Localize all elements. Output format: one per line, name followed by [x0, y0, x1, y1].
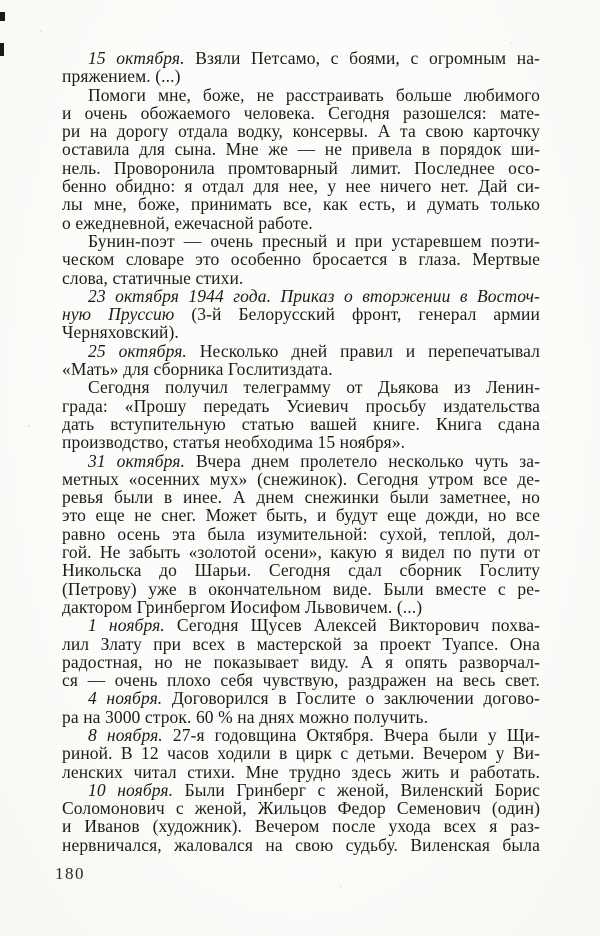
date-emphasis: 23 октября 1944 года. Приказ о вторжении в Восточ-: [88, 285, 540, 306]
text-line: это еще не снег. Может быть, и будут еще дожди, но все: [62, 505, 540, 526]
scan-artifact-upper: [0, 12, 5, 21]
date-emphasis: 8 ноября.: [88, 724, 163, 745]
date-emphasis: 25 октября.: [88, 340, 187, 361]
text-line: 1 ноября. Сегодня Щусев Алексей Викторович похва-: [88, 615, 540, 636]
date-emphasis: 15 октября.: [88, 48, 185, 68]
text-line: дактором Гринбергом Иосифом Львовичем. (...): [62, 596, 423, 617]
text-line: нервничался, жаловался на свою судьбу. Виленская была: [62, 834, 540, 855]
text-line: Помоги мне, боже, не расстраивать больше любимого: [88, 84, 540, 105]
text-line: радостная, но не показывает виду. А я опять разворчал-: [62, 651, 540, 672]
text-line: Сегодня получил телеграмму от Дьякова из Ленин-: [88, 377, 540, 398]
text-line: слова, статичные стихи.: [62, 267, 244, 288]
diary-paragraph: [62, 781, 540, 854]
text-line: ленских читал стихи. Мне трудно здесь жить и работать.: [62, 761, 540, 782]
text-line: 25 октября. Несколько дней правил и перепечатывал: [88, 340, 540, 361]
diary-paragraph: [62, 86, 540, 232]
text-line: 15 октября. Взяли Петсамо, с боями, с огромным на-: [88, 48, 540, 68]
text-line: Черняховский).: [62, 322, 179, 343]
text-line: лы мне, боже, принимать все, как есть, и думать только: [62, 194, 540, 215]
text-line: гой. Не забыть «золотой осени», какую я видел по пути от: [62, 542, 540, 563]
text-line: [62, 287, 540, 305]
date-emphasis: 10 ноября.: [88, 779, 174, 800]
text-line: производство, статья необходима 15 ноября».: [62, 432, 406, 453]
text-line: ревья были в инее. А днем снежинки были заметнее, но: [62, 487, 540, 508]
text-line: ческом словаре это особенно бросается в глаза. Мертвые: [62, 249, 540, 270]
text-line: ри на дорогу отдала водку, консервы. А та свою карточку: [62, 121, 540, 142]
diary-paragraph: [62, 726, 540, 781]
text-line: Соломонович с женой, Жильцов Федор Семенович (один): [62, 798, 540, 819]
diary-paragraph: [62, 452, 540, 617]
text-line: 8 ноября. 27-я годовщина Октября. Вчера были у Щи-: [88, 724, 540, 745]
text-line: ся — очень плохо себя чувствую, раздражен на весь свет.: [62, 670, 540, 691]
text-line: оставила для сына. Мне же — не привела в порядок ши-: [62, 139, 540, 160]
text-line: нель. Проворонила промтоварный лимит. Последнее осо-: [62, 157, 540, 178]
diary-paragraph: [62, 342, 540, 379]
text-line: пряжением. (...): [62, 66, 181, 87]
text-line: Бунин-поэт — очень пресный и при устаревшем поэти-: [88, 230, 540, 251]
text-line: ную Пруссию (3-й Белорусский фронт, генерал армии: [62, 304, 540, 325]
text-line: (Петрову) уже в окончательном виде. Были вместе с ре-: [62, 578, 540, 599]
text-line: ра на 3000 строк. 60 % на днях можно получить.: [62, 706, 429, 727]
diary-paragraph: [62, 689, 540, 726]
diary-paragraph: [62, 378, 540, 451]
page-text: [62, 49, 540, 854]
date-emphasis: 31 октября.: [88, 450, 186, 471]
text-line: лил Злату при всех в мастерской за проект Туапсе. Она: [62, 633, 540, 654]
diary-paragraph: [62, 287, 540, 342]
paper-speck: [40, 30, 42, 32]
text-line: Никольска до Шарьи. Сегодня сдал сборник Гослиту: [62, 560, 540, 581]
scan-artifact-lower: [0, 43, 4, 56]
text-line: равно осень эта была изумительной: сухой, теплой, дол-: [62, 523, 540, 544]
text-line: «Мать» для сборника Гослитиздата.: [62, 359, 333, 380]
date-emphasis: 4 ноября.: [88, 688, 163, 709]
text-line: и Иванов (художник). Вечером после ухода всех я раз-: [62, 816, 540, 837]
text-line: риной. В 12 часов ходили в цирк с детьми. Вечером у Ви-: [62, 743, 540, 764]
text-line: дать вступительную статью вашей книге. Книга сдана: [62, 413, 540, 434]
date-emphasis: ную Пруссию: [62, 304, 175, 325]
text-line: метных «осенних мух» (снежинок). Сегодня утром все де-: [62, 468, 540, 489]
text-line: о ежедневной, ежечасной работе.: [62, 212, 313, 233]
page-number: 180: [55, 864, 85, 883]
text-line: града: «Прошу передать Усиевич просьбу издательства: [62, 395, 540, 416]
text-line: 4 ноября. Договорился в Гослите о заключении догово-: [88, 688, 540, 709]
diary-paragraph: [62, 49, 540, 86]
diary-paragraph: [62, 616, 540, 689]
diary-paragraph: [62, 232, 540, 287]
text-line: 31 октября. Вчера днем пролетело несколько чуть за-: [88, 450, 541, 471]
text-line: 10 ноября. Были Гринберг с женой, Виленский Борис: [88, 779, 540, 800]
text-line: бенно обидно: я отдал для нее, у нее ничего нет. Дай си-: [62, 176, 540, 197]
date-emphasis: 1 ноября.: [88, 615, 165, 636]
text-line: и очень обожаемого человека. Сегодня разошелся: мате-: [62, 102, 540, 123]
